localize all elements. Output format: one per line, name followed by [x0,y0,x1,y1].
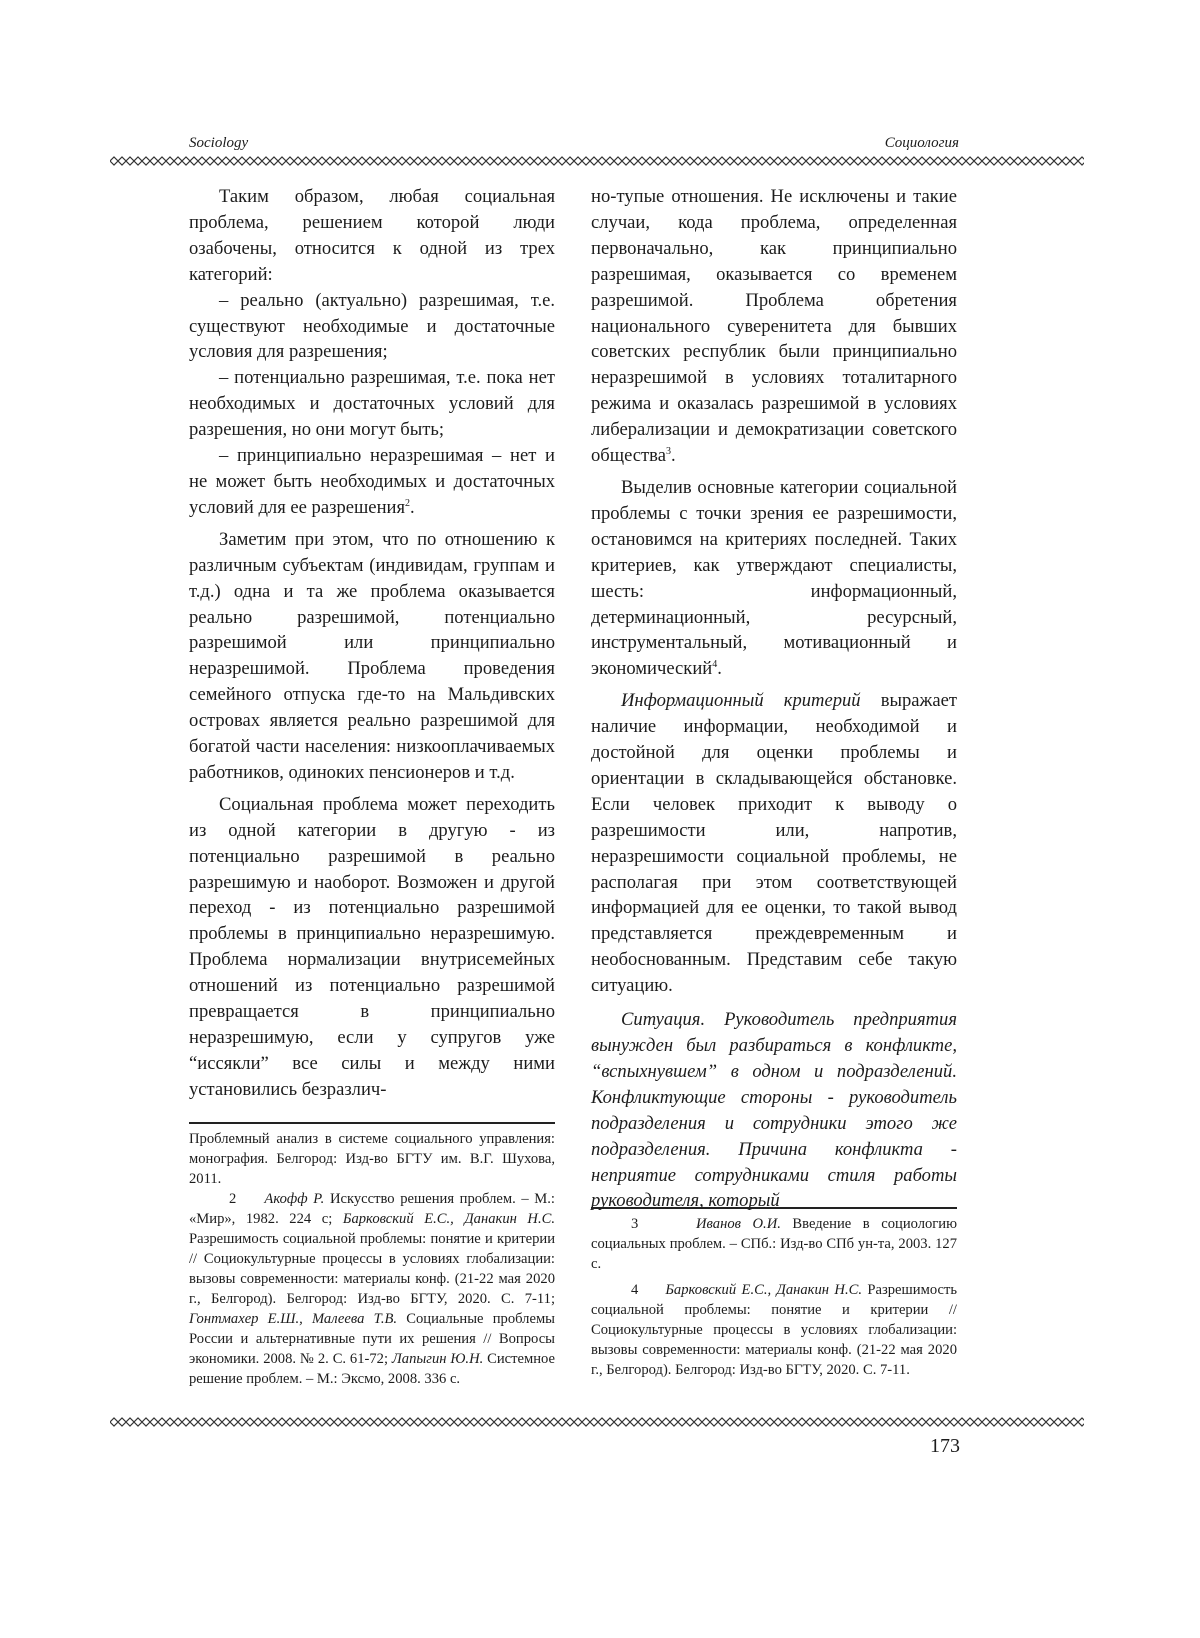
footnote-number: 2 [229,1191,236,1207]
list-item: – реально (актуально) разрешимая, т.е. существуют необходимые и достаточные условия для разрешения; [189,288,555,366]
situation-paragraph: Ситуация. Руководитель предприятия вынужден был разбираться в конфликте, “вспыхнувшем” в одном и подразделений. Конфликтующие стороны - руководитель подразделения и сотрудники этого же подразделения. Причина конфликта - неприятие сотрудниками стиля работы руководителя, который [591,1007,957,1214]
footnote-ref: 2 [405,498,410,509]
paragraph-text: выражает наличие информации, необходимой и достойной для оценки проблемы и ориентации в складывающейся обстановке. Если человек приходит к выводу о разрешимости или, напротив, неразрешимости социальной проблемы, не располагая при этом соответствующей информацией для ее оценки, то такой вывод представляется преждевременным и необоснованным. Представим себе такую ситуацию. [591,690,957,996]
body-paragraph: Социальная проблема может переходить из одной категории в другую - из потенциально разрешимой в реально разрешимую и наоборот. Возможен и другой переход - из потенциально разрешимой проблемы в принципиально неразрешимую. Проблема нормализации внутрисемейных отношений из потенциально разрешимой превращается в принципиально неразрешимую, если у супругов уже “иссякли” все силы и между ними установились безразлич- [189,792,555,1103]
list-item-text: – принципиально неразрешимая – нет и не может быть необходимых и достаточных условий для ее разрешения [189,445,555,518]
footnote-author: Барковский Е.С., Данакин Н.С. [665,1282,862,1298]
footnote-continued: Проблемный анализ в системе социального управления: монография. Белгород: Изд-во БГТУ им. В.Г. Шухова, 2011. [189,1129,555,1189]
footnote-text: Искусство решения проблем. – М.: «Мир», 1982. 224 с; [189,1191,555,1227]
right-column [591,184,957,1214]
body-paragraph: Заметим при этом, что по отношению к различным субъектам (индивидам, группам и т.д.) одна и та же проблема оказывается реально разрешимой, потенциально разрешимой или принципиально неразрешимой. Проблема проведения семейного отпуска где-то на Мальдивских островах является реально разрешимой для богатой части населения: низкооплачиваемых работников, одиноких пенсионеров и т.д. [189,527,555,786]
bottom-ornament-divider [110,1417,1084,1427]
footnote-4 [591,1280,957,1380]
top-ornament-divider [110,156,1084,166]
list-item: – принципиально неразрешимая – нет и не может быть необходимых и достаточных условий для ее разрешения2. [189,443,555,521]
footnote-author: Иванов О.И. [696,1216,781,1232]
right-footnotes [591,1207,957,1380]
footnote-author: Лапыгин Ю.Н. [392,1351,483,1367]
footnote-text: Социальные проблемы России и альтернативные пути их решения // Вопросы экономики. 2008. № 2. С. 61-72; [189,1311,555,1367]
footnote-rule [189,1122,555,1124]
paragraph-text: Выделив основные категории социальной проблемы с точки зрения ее разрешимости, остановимся на критериях последней. Таких критериев, как утверждают специалисты, шесть: информационный, детерминационный, ресурсный, инструментальный, мотивационный и экономический [591,477,957,679]
running-head-left: Sociology [189,132,248,154]
footnote-number: 3 [631,1216,638,1232]
body-paragraph: но-тупые отношения. Не исключены и такие случаи, кода проблема, определенная первоначально, как принципиально разрешимая, оказывается со временем разрешимой. Проблема обретения национального суверенитета для бывших советских республик были принципиально неразрешимой в условиях тоталитарного режима и оказалась разрешимой в условиях либерализации и демократизации советского общества3. [591,184,957,469]
footnote-ref: 3 [666,446,671,457]
footnote-author: Барковский Е.С., Данакин Н.С. [343,1211,555,1227]
running-head-right: Социология [885,132,959,154]
footnote-3 [591,1214,957,1274]
page-number: 173 [930,1433,960,1459]
footnote-number: 4 [631,1282,638,1298]
footnote-text: Системное решение проблем. – М.: Эксмо, 2008. 336 с. [189,1351,555,1387]
footnote-author: Акофф Р. [264,1191,324,1207]
paragraph-text: но-тупые отношения. Не исключены и такие случаи, кода проблема, определенная первоначально, как принципиально разрешимая, оказывается со временем разрешимой. Проблема обретения национального суверенитета для бывших советских республик были принципиально неразрешимой в условиях тоталитарного режима и оказалась разрешимой в условиях либерализации и демократизации советского общества [591,186,957,466]
criterion-term: Информационный критерий [621,690,861,711]
body-paragraph: Выделив основные категории социальной проблемы с точки зрения ее разрешимости, остановимся на критериях последней. Таких критериев, как утверждают специалисты, шесть: информационный, детерминационный, ресурсный, инструментальный, мотивационный и экономический4. [591,475,957,682]
footnote-text: Введение в социологию социальных проблем. – СПб.: Изд-во СПб ун-та, 2003. 127 с. [591,1216,957,1272]
footnote-text: Разрешимость социальной проблемы: понятие и критерии // Социокультурные процессы в условиях глобализации: вызовы современности: материалы конф. (21-22 мая 2020 г., Белгород). Белгород: Изд-во БГТУ, 2020. С. 7-11. [591,1282,957,1378]
body-paragraph: Таким образом, любая социальная проблема, решением которой люди озабочены, относится к одной из трех категорий: [189,184,555,288]
footnote-ref: 4 [712,659,717,670]
body-paragraph [591,688,957,999]
list-item: – потенциально разрешимая, т.е. пока нет необходимых и достаточных условий для разрешения, но они могут быть; [189,365,555,443]
footnote-text: Разрешимость социальной проблемы: понятие и критерии // Социокультурные процессы в условиях глобализации: вызовы современности: материалы конф. (21-22 мая 2020 г., Белгород). Белгород: Изд-во БГТУ, 2020. С. 7-11; [189,1231,555,1307]
footnote-rule [591,1207,957,1209]
footnote-2 [189,1189,555,1389]
left-column [189,184,555,1103]
left-footnotes [189,1122,555,1389]
footnote-author: Гонтмахер Е.Ш., Малеева Т.В. [189,1311,397,1327]
